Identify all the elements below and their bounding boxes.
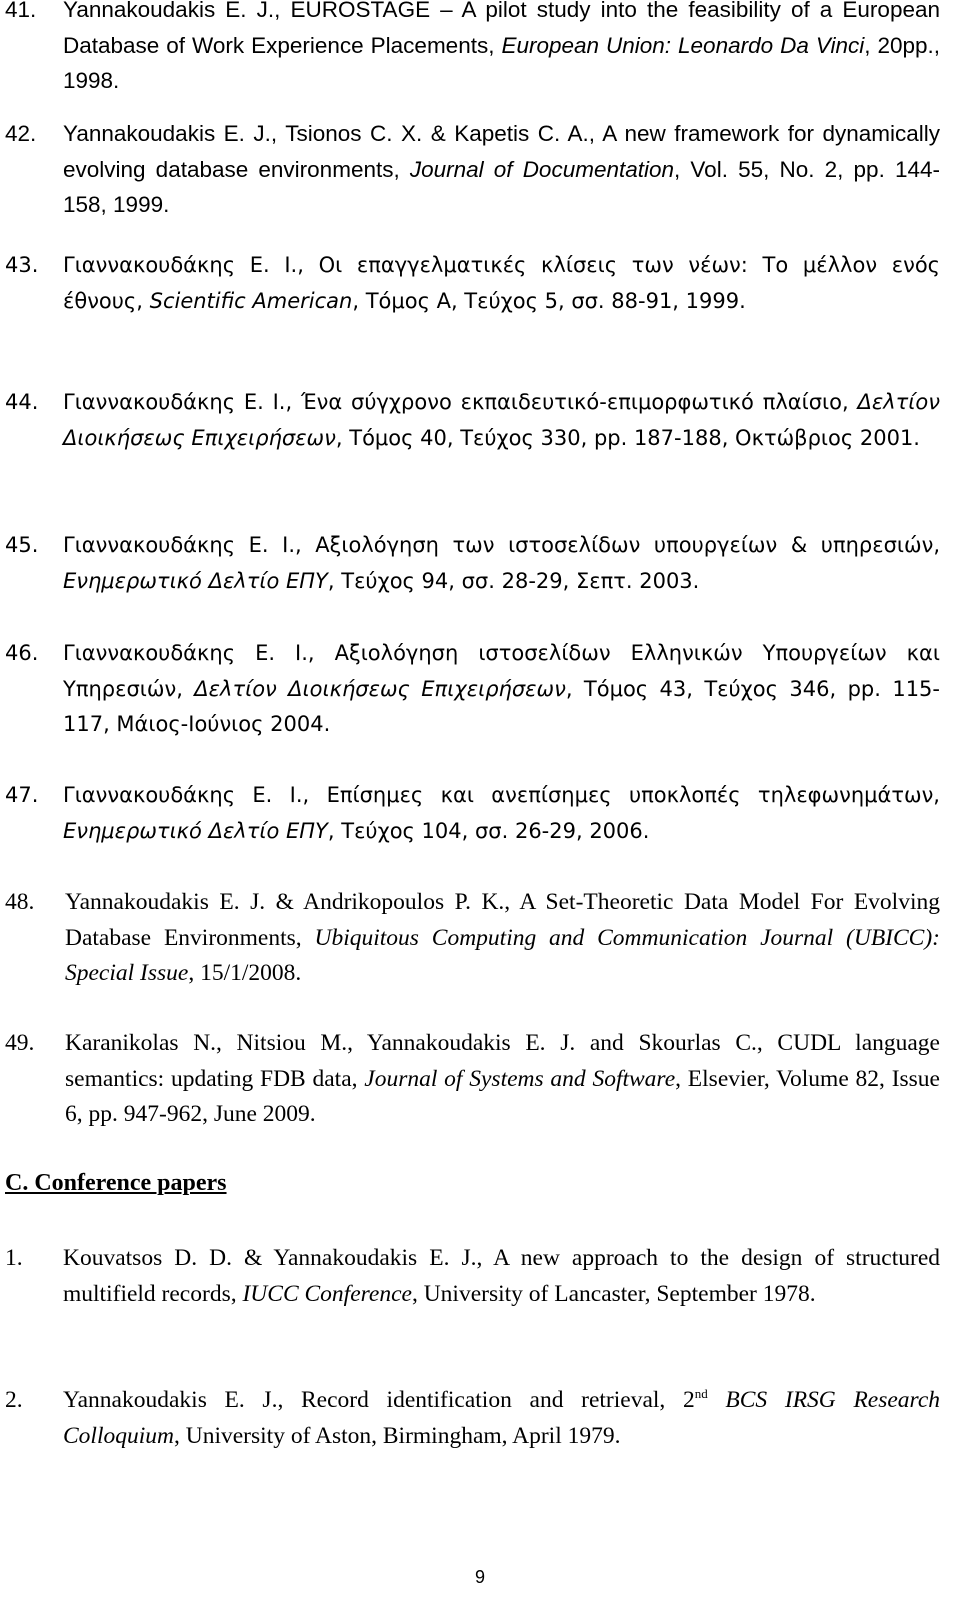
entry-venue: European Union: Leonardo Da Vinci bbox=[501, 32, 865, 58]
entry-number: 42. bbox=[5, 121, 37, 146]
entry-text: Kouvatsos D. D. & Yannakoudakis E. J., A new approach to the design of structured multifield records, bbox=[63, 1245, 940, 1307]
entry-text: Γιαννακουδάκης Ε. Ι., Αξιολόγηση ιστοσελίδων Ελληνικών Υπουργείων και Υπηρεσιών, bbox=[63, 641, 940, 701]
entry-text: Yannakoudakis E. J., Record identification and retrieval, 2 bbox=[63, 1387, 695, 1413]
entry-venue: IUCC Conference bbox=[242, 1280, 412, 1307]
entry-venue: Δελτίον Διοικήσεως Επιχειρήσεων bbox=[63, 390, 940, 450]
entry-details: , 15/1/2008. bbox=[188, 960, 302, 986]
entry-venue: Scientific American bbox=[149, 288, 353, 313]
entry-details: , Τόμος Α, Τεύχος 5, σσ. 88-91, 1999. bbox=[352, 288, 746, 313]
entry-number: 44. bbox=[5, 390, 39, 414]
entry-number: 49. bbox=[5, 1030, 35, 1056]
entry-text: Γιαννακουδάκης Ε. Ι., Επίσημες και ανεπίσημες υποκλοπές τηλεφωνημάτων, bbox=[63, 783, 940, 807]
journal-entry bbox=[5, 116, 940, 223]
entry-text: Γιαννακουδάκης Ε. Ι., Οι επαγγελματικές κλίσεις των νέων: Το μέλλον ενός έθνους, bbox=[63, 253, 940, 313]
journal-entry bbox=[5, 1026, 940, 1133]
entry-details: , Τεύχος 104, σσ. 26-29, 2006. bbox=[327, 818, 650, 843]
entry-venue: BCS IRSG Research Colloquium bbox=[63, 1387, 941, 1449]
conference-entry bbox=[5, 1383, 940, 1454]
entry-venue: Ubiquitous Computing and Communication Journal (UBICC): Special Issue bbox=[65, 924, 941, 986]
entry-text: Karanikolas N., Nitsiou M., Yannakoudakis E. J. and Skourlas C., CUDL language semantics: updating FDB data, bbox=[65, 1030, 940, 1092]
page-number: 9 bbox=[474, 1567, 485, 1587]
journal-entry bbox=[5, 885, 940, 992]
entry-text: Γιαννακουδάκης Ε. Ι., Αξιολόγηση των ιστοσελίδων υπουργείων & υπηρεσιών, bbox=[63, 533, 940, 557]
entry-number: 48. bbox=[5, 889, 35, 915]
journal-entry bbox=[5, 385, 940, 456]
entry-details: , Τόμος 43, Τεύχος 346, pp. 115-117, Μάιος-Ιούνιος 2004. bbox=[63, 676, 940, 736]
entry-venue: Δελτίον Διοικήσεως Επιχειρήσεων bbox=[194, 676, 566, 701]
conference-entry bbox=[5, 1241, 940, 1312]
entry-venue: Ενημερωτικό Δελτίο ΕΠΥ bbox=[63, 818, 328, 843]
entry-venue: Journal of Documentation bbox=[409, 156, 675, 182]
entry-number: 41. bbox=[5, 0, 37, 22]
entry-details: , University of Aston, Birmingham, April 1979. bbox=[173, 1422, 621, 1449]
entry-number: 45. bbox=[5, 533, 39, 557]
entry-text: Γιαννακουδάκης Ε. Ι., Ένα σύγχρονο εκπαιδευτικό-επιμορφωτικό πλαίσιο, bbox=[63, 390, 858, 414]
journal-entry bbox=[5, 636, 940, 743]
entry-details: , Τεύχος 94, σσ. 28-29, Σεπτ. 2003. bbox=[327, 568, 700, 593]
entry-details: , University of Lancaster, September 1978. bbox=[411, 1280, 816, 1307]
entry-details: , Τόμος 40, Τεύχος 330, pp. 187-188, Οκτώβριος 2001. bbox=[335, 425, 920, 450]
entry-number: 43. bbox=[5, 253, 39, 277]
entry-text: Yannakoudakis E. J., Tsionos C. X. & Kapetis C. A., A new framework for dynamically evolving database environments, bbox=[63, 121, 940, 182]
entry-number: 46. bbox=[5, 641, 39, 665]
journal-entry bbox=[5, 778, 940, 849]
ordinal-suffix: nd bbox=[694, 1386, 708, 1402]
entry-text: Yannakoudakis E. J. & Andrikopoulos P. K., A Set-Theoretic Data Model For Evolving Database Environments, bbox=[65, 889, 940, 951]
entry-number: 47. bbox=[5, 783, 39, 807]
entry-venue: Ενημερωτικό Δελτίο ΕΠΥ bbox=[63, 568, 328, 593]
entry-number: 2. bbox=[5, 1387, 23, 1413]
journal-entry bbox=[5, 0, 940, 99]
section-heading: C. Conference papers bbox=[5, 1170, 227, 1196]
entry-text: Yannakoudakis E. J., EUROSTAGE – A pilot study into the feasibility of a European Database of Work Experience Placements, bbox=[63, 0, 940, 58]
journal-entry bbox=[5, 528, 940, 599]
entry-venue: Journal of Systems and Software bbox=[364, 1065, 676, 1092]
entry-details: , Elsevier, Volume 82, Issue 6, pp. 947-962, June 2009. bbox=[65, 1065, 940, 1127]
journal-entry bbox=[5, 248, 940, 319]
entry-details: , 20pp., 1998. bbox=[63, 32, 941, 93]
entry-details: , Vol. 55, No. 2, pp. 144-158, 1999. bbox=[63, 156, 940, 217]
entry-number: 1. bbox=[5, 1245, 23, 1271]
